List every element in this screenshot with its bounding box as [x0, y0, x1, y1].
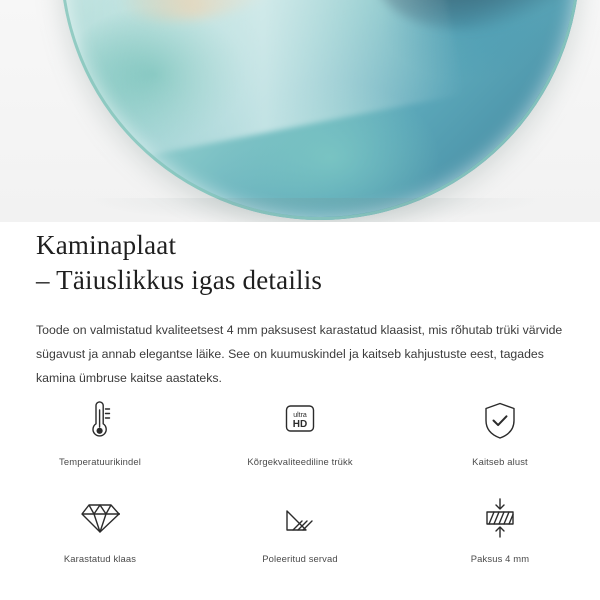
feature-label: Karastatud klaas [63, 553, 137, 564]
page-title [36, 228, 564, 297]
polished-edges-icon [281, 495, 319, 541]
headline-line-2: – Täiuslikkus igas detailis [36, 264, 323, 295]
ultra-hd-icon [280, 398, 320, 444]
diamond-icon [79, 495, 121, 541]
svg-text:ultra: ultra [293, 412, 307, 419]
text-content [0, 228, 600, 391]
feature-item-print-quality [200, 398, 400, 467]
feature-label: Temperatuurikindel [59, 456, 141, 467]
feature-item-protects-base [400, 398, 600, 467]
thickness-arrows-icon [480, 495, 520, 541]
feature-item-temperature [0, 398, 200, 467]
round-glass-plate [60, 0, 580, 220]
feature-grid [0, 398, 600, 564]
feature-label: Kõrgekvaliteediline trükk [247, 456, 353, 467]
feature-label: Poleeritud servad [262, 553, 338, 564]
thermometer-icon [83, 398, 117, 444]
description-paragraph: Toode on valmistatud kvaliteetsest 4 mm paksusest karastatud klaasist, mis rõhutab trüki värvide sügavust ja annab elegantse läike. See on kuumuskindel ja kaitseb kahjustuste eest, tagades kamina ümbruse kaitse aastateks. [36, 323, 563, 386]
plate-drop-shadow [80, 198, 550, 222]
shield-check-icon [482, 398, 518, 444]
feature-item-tempered-glass [0, 495, 200, 564]
feature-label: Paksus 4 mm [470, 553, 530, 564]
feature-item-polished-edges [200, 495, 400, 564]
svg-text:HD: HD [292, 419, 308, 430]
headline-line-1: Kaminaplaat [36, 230, 177, 260]
hero-image [0, 0, 600, 222]
feature-item-thickness [400, 495, 600, 564]
feature-label: Kaitseb alust [472, 456, 528, 467]
